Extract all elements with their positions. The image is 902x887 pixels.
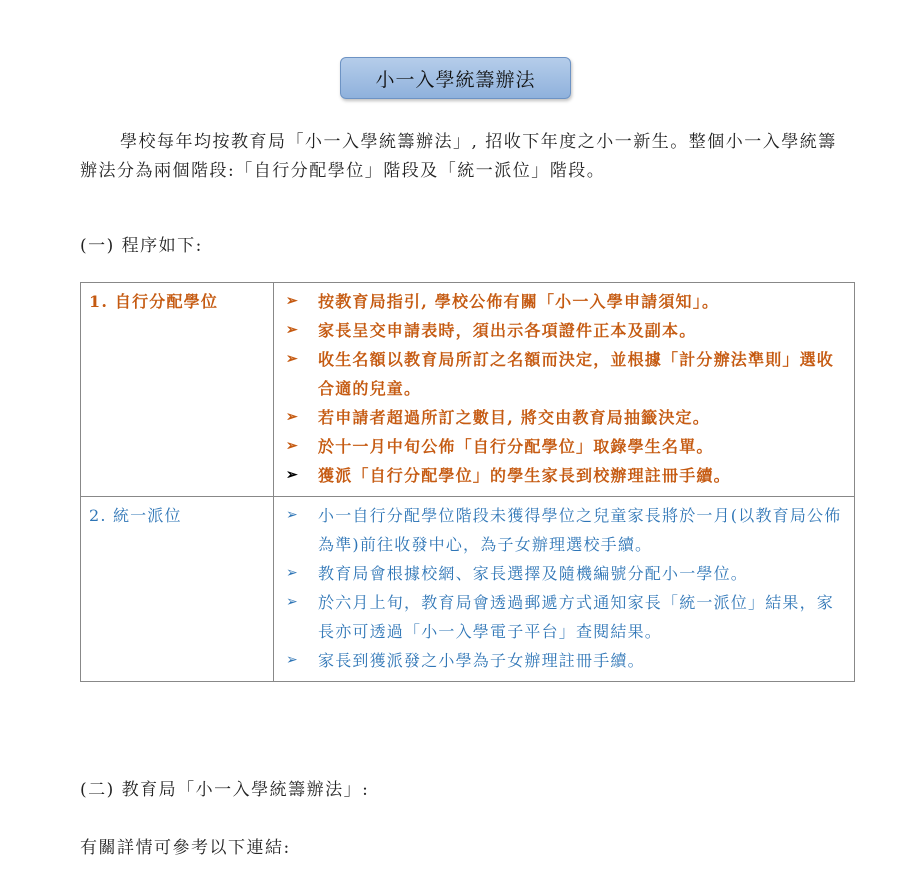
arrow-bullet-icon: ➢ xyxy=(286,351,299,367)
arrow-bullet-icon: ➢ xyxy=(286,322,299,338)
stage-points-cell xyxy=(274,497,855,682)
point-text: 若申請者超過所訂之數目, 將交由教育局抽籤決定。 xyxy=(318,408,710,427)
title-box xyxy=(340,57,571,99)
point-text: 收生名額以教育局所訂之名額而決定，並根據「計分辦法準則」選收合適的兒童。 xyxy=(318,350,835,398)
stage-row-self-allocation xyxy=(81,283,855,497)
details-note: 有關詳情可參考以下連結: xyxy=(80,838,291,858)
list-item xyxy=(282,559,846,588)
list-item xyxy=(282,461,846,490)
page-title: 小一入學統籌辦法 xyxy=(375,68,536,91)
point-text: 於十一月中旬公佈「自行分配學位」取錄學生名單。 xyxy=(318,437,714,456)
arrow-bullet-icon: ➢ xyxy=(286,565,299,581)
arrow-bullet-icon: ➢ xyxy=(286,409,299,425)
list-item xyxy=(282,646,846,675)
stage-points-list xyxy=(282,501,846,675)
point-text: 教育局會根據校網、家長選擇及隨機編號分配小一學位。 xyxy=(318,564,749,583)
intro-text: 學校每年均按教育局「小一入學統籌辦法」, 招收下年度之小一新生。整個小一入學統籌辦法分為兩個階段:「自行分配學位」階段及「統一派位」階段。 xyxy=(80,132,837,181)
intro-paragraph xyxy=(80,128,850,186)
point-text: 按教育局指引, 學校公佈有關「小一入學申請須知」。 xyxy=(318,292,720,311)
point-text: 於六月上旬，教育局會透過郵遞方式通知家長「統一派位」結果，家長亦可透過「小一入學電子平台」查閱結果。 xyxy=(318,593,835,641)
point-text: 小一自行分配學位階段未獲得學位之兒童家長將於一月(以教育局公佈為準)前往收發中心，為子女辦理選校手續。 xyxy=(318,506,842,554)
procedure-table xyxy=(80,282,855,682)
arrow-bullet-icon: ➢ xyxy=(286,293,299,309)
stage-points-cell xyxy=(274,283,855,497)
arrow-bullet-icon: ➢ xyxy=(286,652,299,668)
list-item xyxy=(282,432,846,461)
point-text: 家長到獲派發之小學為子女辦理註冊手續。 xyxy=(318,651,645,670)
section-heading-edb-arrangement: (二) 教育局「小一入學統籌辦法」: xyxy=(80,780,370,800)
arrow-bullet-icon: ➢ xyxy=(286,594,299,610)
point-text: 獲派「自行分配學位」的學生家長到校辦理註冊手續。 xyxy=(318,466,731,485)
list-item xyxy=(282,588,846,646)
stage-label-central-allocation: 2. 統一派位 xyxy=(81,497,274,682)
arrow-bullet-icon: ➢ xyxy=(286,467,299,483)
list-item xyxy=(282,501,846,559)
stage-row-central-allocation xyxy=(81,497,855,682)
list-item xyxy=(282,403,846,432)
list-item xyxy=(282,316,846,345)
stage-label-self-allocation: 1. 自行分配學位 xyxy=(81,283,274,497)
section-heading-procedure: (一) 程序如下: xyxy=(80,236,203,256)
point-text: 家長呈交申請表時，須出示各項證件正本及副本。 xyxy=(318,321,697,340)
list-item xyxy=(282,287,846,316)
arrow-bullet-icon: ➢ xyxy=(286,438,299,454)
arrow-bullet-icon: ➢ xyxy=(286,507,299,523)
list-item xyxy=(282,345,846,403)
stage-points-list xyxy=(282,287,846,490)
